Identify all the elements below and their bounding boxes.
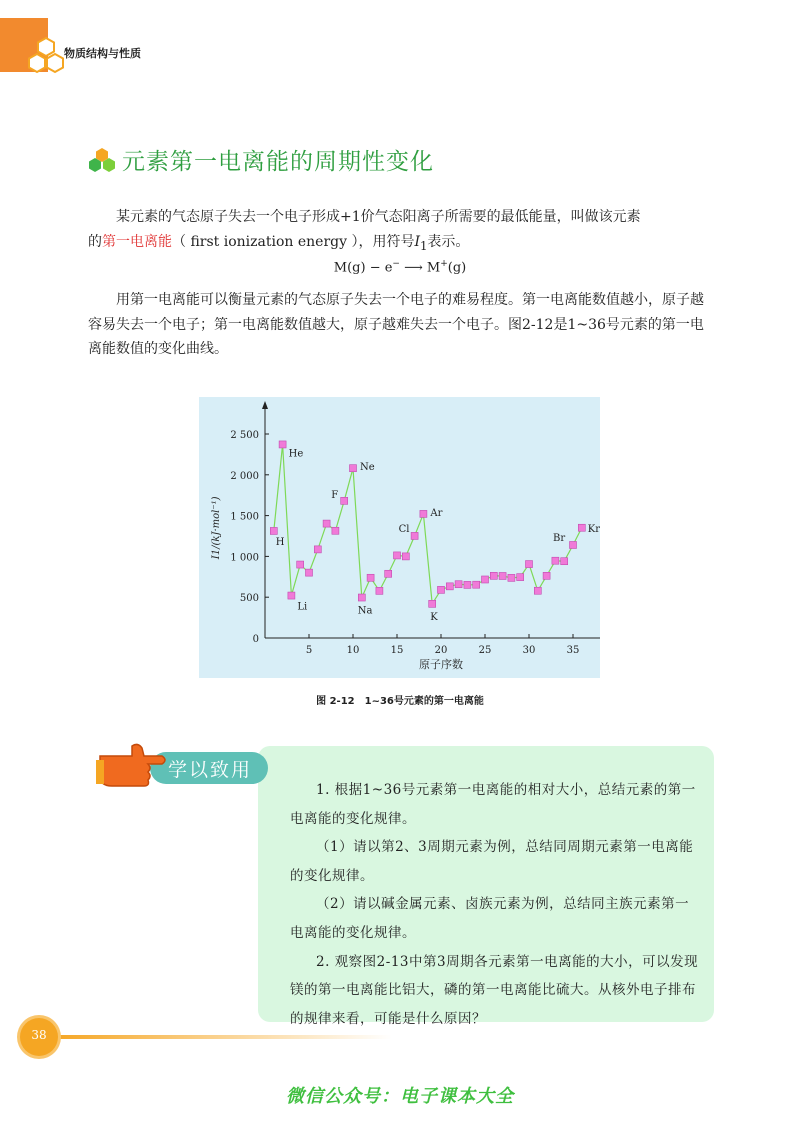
data-point <box>561 558 568 565</box>
x-tick-label: 20 <box>434 645 448 656</box>
header-title: 物质结构与性质 <box>64 47 141 60</box>
point-label: Ar <box>430 507 443 519</box>
point-label: H <box>275 536 285 548</box>
exercise-banner-title: 学以致用 <box>168 759 253 781</box>
question-1a: （1）请以第2、3周期元素为例，总结同周期元素第一电离能的变化规律。 <box>290 839 694 884</box>
hexagon-logo-icon <box>26 36 66 76</box>
y-tick-label: 500 <box>239 593 259 605</box>
y-tick-label: 2 000 <box>230 470 259 482</box>
data-point <box>490 572 497 579</box>
section-title: 元素第一电离能的周期性变化 <box>122 149 434 175</box>
data-point <box>402 553 409 560</box>
data-point <box>350 465 357 472</box>
data-point <box>376 587 383 594</box>
para1-text-c: （ first ionization energy ），用符号 <box>172 233 415 250</box>
data-point <box>420 510 427 517</box>
data-point <box>429 600 436 607</box>
data-point <box>411 532 418 539</box>
data-point <box>446 583 453 590</box>
data-point <box>455 581 462 588</box>
point-label: He <box>288 448 304 460</box>
data-point <box>570 541 577 548</box>
x-tick-label: 5 <box>305 645 313 656</box>
point-label: Li <box>297 601 308 613</box>
key-term: 第一电离能 <box>102 233 172 250</box>
question-2: 2. 观察图2-13中第3周期各元素第一电离能的大小，可以发现镁的第一电离能比铝大，磷的第一电离能比硫大。从核外电子排布的规律来看，可能是什么原因？ <box>290 953 699 1027</box>
data-point <box>385 570 392 577</box>
data-point <box>534 587 541 594</box>
point-label: Kr <box>587 523 600 535</box>
point-label: K <box>430 611 438 623</box>
point-label: F <box>331 489 339 501</box>
data-point <box>543 572 550 579</box>
data-point <box>578 524 585 531</box>
data-point <box>288 592 295 599</box>
x-tick-label: 25 <box>478 645 492 656</box>
para1-text-d: 表示。 <box>427 233 470 250</box>
x-tick-label: 15 <box>390 645 404 656</box>
para1-text-a: 某元素的气态原子失去一个电子形成+1价气态阳离子所需要的最低能量，叫做该元素 <box>116 209 641 225</box>
data-point <box>306 569 313 576</box>
data-point <box>473 581 480 588</box>
data-point <box>552 557 559 564</box>
point-label: Br <box>553 532 566 544</box>
watermark-text: 微信公众号：电子课本大全 <box>286 1086 514 1107</box>
point-label: Ne <box>360 462 375 474</box>
question-1: 1. 根据1~36号元素第一电离能的相对大小，总结元素的第一电离能的变化规律。 <box>290 782 696 827</box>
data-point <box>526 561 533 568</box>
y-axis-arrow <box>262 401 268 409</box>
page-number: 38 <box>31 1028 47 1042</box>
data-point <box>482 576 489 583</box>
y-tick-label: 1 000 <box>230 552 259 564</box>
figure-caption: 图 2-12 1~36号元素的第一电离能 <box>316 696 484 707</box>
ionization-equation: M(g) − e− ⟶ M+(g) <box>333 259 467 276</box>
data-point <box>464 581 471 588</box>
data-point <box>438 586 445 593</box>
point-label: Cl <box>398 523 410 535</box>
data-point <box>314 546 321 553</box>
x-tick-label: 10 <box>346 645 360 656</box>
data-point <box>270 527 277 534</box>
definition-paragraph <box>88 205 714 258</box>
data-point <box>323 520 330 527</box>
question-1b: （2）请以碱金属元素、卤族元素为例，总结同主族元素第一电离能的变化规律。 <box>290 896 690 941</box>
data-point <box>332 527 339 534</box>
data-point <box>341 497 348 504</box>
ionization-energy-chart <box>199 397 600 678</box>
series-line <box>274 444 582 603</box>
x-axis-label: 原子序数 <box>419 658 463 671</box>
y-tick-label: 1 500 <box>230 511 259 523</box>
y-tick-label: 0 <box>252 634 259 645</box>
data-point <box>394 552 401 559</box>
data-point <box>297 561 304 568</box>
para1-text-b: 的 <box>88 233 102 250</box>
symbol-i: I <box>414 233 420 250</box>
data-point <box>279 441 286 448</box>
y-tick-label: 2 500 <box>230 430 259 441</box>
data-point <box>517 574 524 581</box>
point-label: Na <box>357 605 373 617</box>
exercise-questions <box>290 776 702 1033</box>
hexagon-cluster-icon <box>88 147 116 173</box>
page-number-line <box>52 1035 392 1039</box>
data-point <box>358 594 365 601</box>
data-point <box>499 572 506 579</box>
symbol-sub: 1 <box>420 238 428 253</box>
data-point <box>508 574 515 581</box>
explanation-paragraph: 用第一电离能可以衡量元素的气态原子失去一个电子的难易程度。第一电离能数值越小，原子越容易失去一个电子；第一电离能数值越大，原子越难失去一个电子。图2-12是1~36号元素的第一电离能数值的变化曲线。 <box>88 292 704 357</box>
data-point <box>367 574 374 581</box>
x-tick-label: 35 <box>566 645 580 656</box>
pointing-hand-icon <box>92 738 168 794</box>
y-axis-label: I1/(kJ·mol⁻¹) <box>211 496 222 560</box>
x-tick-label: 30 <box>522 645 536 656</box>
